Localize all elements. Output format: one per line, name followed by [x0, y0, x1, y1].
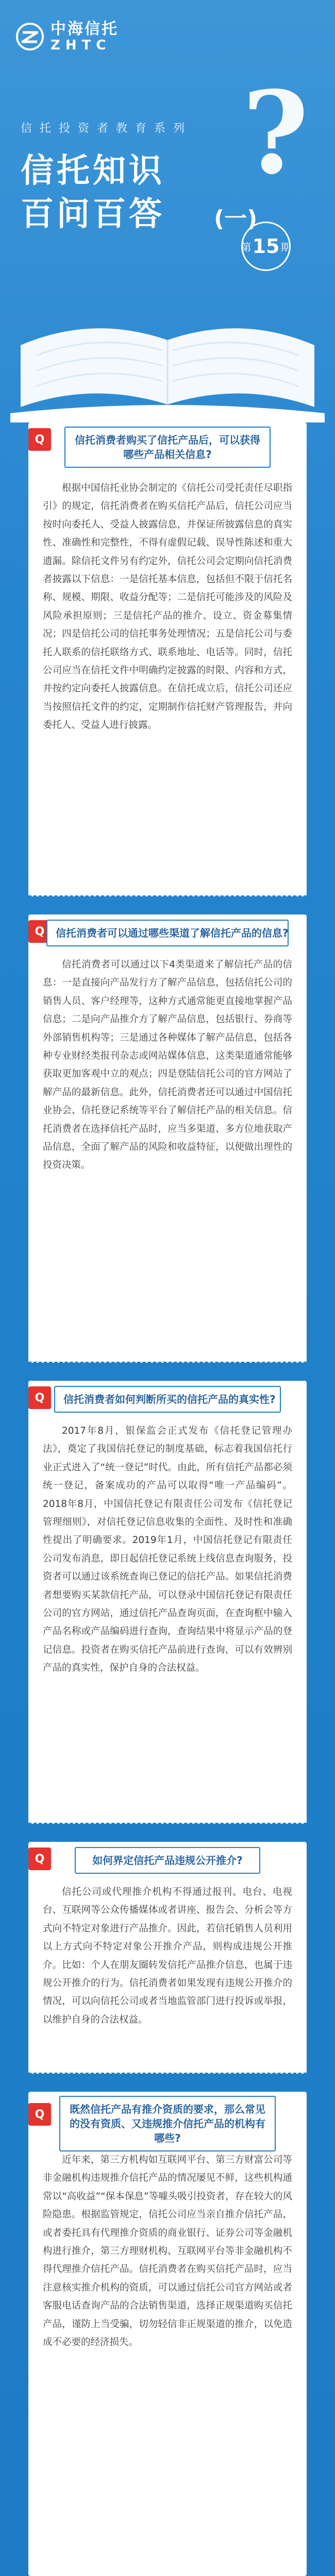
question-tag: Q: [28, 920, 51, 943]
page-title: [21, 149, 165, 236]
qa-card-5: [28, 2092, 307, 2576]
question-4-title: 如何界定信托产品违规公开推介?: [75, 1847, 260, 1874]
divider: [28, 895, 307, 896]
qa-card-3: [28, 1381, 307, 1824]
title-line-1: 信托知识: [21, 152, 165, 190]
zhtc-logo-icon: [15, 22, 44, 51]
question-tag: Q: [28, 428, 51, 451]
brand-name-en: ZHTC: [51, 38, 111, 53]
title-line-2: 百问百答: [21, 195, 165, 233]
issue-badge: [241, 222, 291, 271]
answer-4-body: 信托公司或代理推介机构不得通过报刊、电台、电视台、互联网等公众传播媒体或者讲座、报告会、分析会等方式向不特定对象进行产品推介。因此，若信托销售人员利用以上方式向不特定对象公开推介产品，则构成违规公开推介。比如：个人在朋友圈转发信托产品推介信息，也属于违规公开推介的行为。信托消费者如果发现有违规公开推介的情况，可以向信托公司或者当地监管部门进行投诉或举报，以维护自身的合法权益。: [43, 1887, 292, 2025]
qa-card-4: [28, 1842, 307, 2074]
issue-suffix: 期: [280, 241, 291, 253]
question-3-title: 信托消费者如何判断所买的信托产品的真实性?: [54, 1386, 281, 1413]
divider: [28, 1362, 307, 1363]
answer-2-body: 信托消费者可以通过以下4类渠道来了解信托产品的信息：一是直接向产品发行方了解产品信息，包括信托公司的销售人员、客户经理等，这种方式通常能更直接地掌握产品信息；二是向产品推介方了解产品信息，包括银行、券商等外部销售机构等；三是通过各种媒体了解产品信息，包括各种专业财经类报刊杂志或网站媒体信息，这类渠道通常能够获取更加客观中立的观点；四是登陆信托公司的官方网站了解产品的最新信息。此外，信托消费者还可以通过中国信托业协会、信托登记系统等平台了解信托产品的相关信息。信托消费者在选择信托产品时，应当多渠道、多方位地获取产品信息，全面了解产品的风险和收益特征，以便做出理性的投资决策。: [43, 959, 292, 1171]
answer-5-body: 近年来，第三方机构如互联网平台、第三方财富公司等非金融机构违规推介信托产品的情况屡见不鲜，这些机构通常以“高收益”“保本保息”等噱头吸引投资者，存在较大的风险隐患。根据监管规定，信托公司应当亲自推介信托产品，或者委托具有代理推介资质的商业银行、证券公司等金融机构进行推介，第三方理财机构、互联网平台等非金融机构不得代理推介信托产品。信托消费者在购买信托产品时，应当注意核实推介机构的资质，可以通过信托公司官方网站或者客服电话查询产品的合法销售渠道，选择正规渠道购买信托产品，谨防上当受骗，切勿轻信非正规渠道的推介，以免造成不必要的经济损失。: [43, 2155, 292, 2348]
open-book-illustration: [0, 278, 335, 422]
question-1-title: 信托消费者购买了信托产品后，可以获得哪些产品相关信息?: [64, 427, 271, 468]
title-part-number: (一): [214, 206, 258, 232]
question-2-title: 信托消费者可以通过哪些渠道了解信托产品的信息?: [46, 920, 289, 946]
qa-card-1: [28, 422, 307, 896]
brand-logo: [15, 21, 119, 53]
qa-card-2: [28, 914, 307, 1363]
question-tag: Q: [28, 1848, 51, 1870]
divider: [28, 1823, 307, 1824]
series-label: 信托投资者教育系列: [21, 122, 193, 135]
question-tag: Q: [28, 2103, 51, 2126]
header-banner: [0, 0, 335, 422]
question-5-title: 既然信托产品有推介资质的要求，那么常见的没有资质、又违规推介信托产品的机构有哪些?: [59, 2096, 276, 2151]
question-tag: Q: [28, 1386, 51, 1409]
issue-prefix: 第: [241, 241, 252, 253]
divider: [28, 2073, 307, 2074]
issue-number: 15: [252, 235, 280, 258]
brand-name-cn: 中海信托: [51, 20, 119, 38]
answer-3-body: 2017年8月，银保监会正式发布《信托登记管理办法》，奠定了我国信托登记的制度基础，标志着我国信托行业正式进入了“统一登记”时代。由此，所有信托产品都必须统一登记，备案成功的产品可以取得“唯一产品编码”。2018年8月，中国信托登记有限责任公司发布《信托登记管理细则》，对信托登记信息收集的全面性、及时性和准确性提出了明确要求。2019年1月，中国信托登记有限责任公司发布消息，即日起信托登记系统上线信息查询服务，投资者可以通过该系统查询已登记的信托产品。如果信托消费者想要购买某款信托产品，可以登录中国信托登记有限责任公司的官方网站，通过信托产品查询页面，在查询框中输入产品名称或产品编码进行查询，查询结果中将显示产品的登记信息。投资者在购买信托产品前进行查询，可以有效辨别产品的真实性，保护自身的合法权益。: [43, 1426, 292, 1674]
answer-1-body: 根据中国信托业协会制定的《信托公司受托责任尽职指引》的规定，信托消费者在购买信托产品后，信托公司应当按时向委托人、受益人披露信息，并保证所披露信息的真实性、准确性和完整性，不得有虚假记载、误导性陈述和重大遗漏。除信托文件另有约定外，信托公司会定期向信托消费者披露以下信息：一是信托基本信息，包括但不限于信托名称、规模、期限、收益分配等；二是信托可能涉及的风险及风险承担原则；三是信托产品的推介、设立、资金募集情况；四是信托公司的信托事务处理情况；五是信托公司与委托人联系的信托联络方式、联系地址、电话等。同时，信托公司应当在信托文件中明确约定披露的时限、内容和方式，并按约定向委托人披露信息。在信托成立后，信托公司还应当按照信托文件的约定，定期制作信托财产管理报告，并向委托人、受益人进行披露。: [43, 483, 292, 731]
question-mark-icon: ?: [242, 66, 309, 199]
